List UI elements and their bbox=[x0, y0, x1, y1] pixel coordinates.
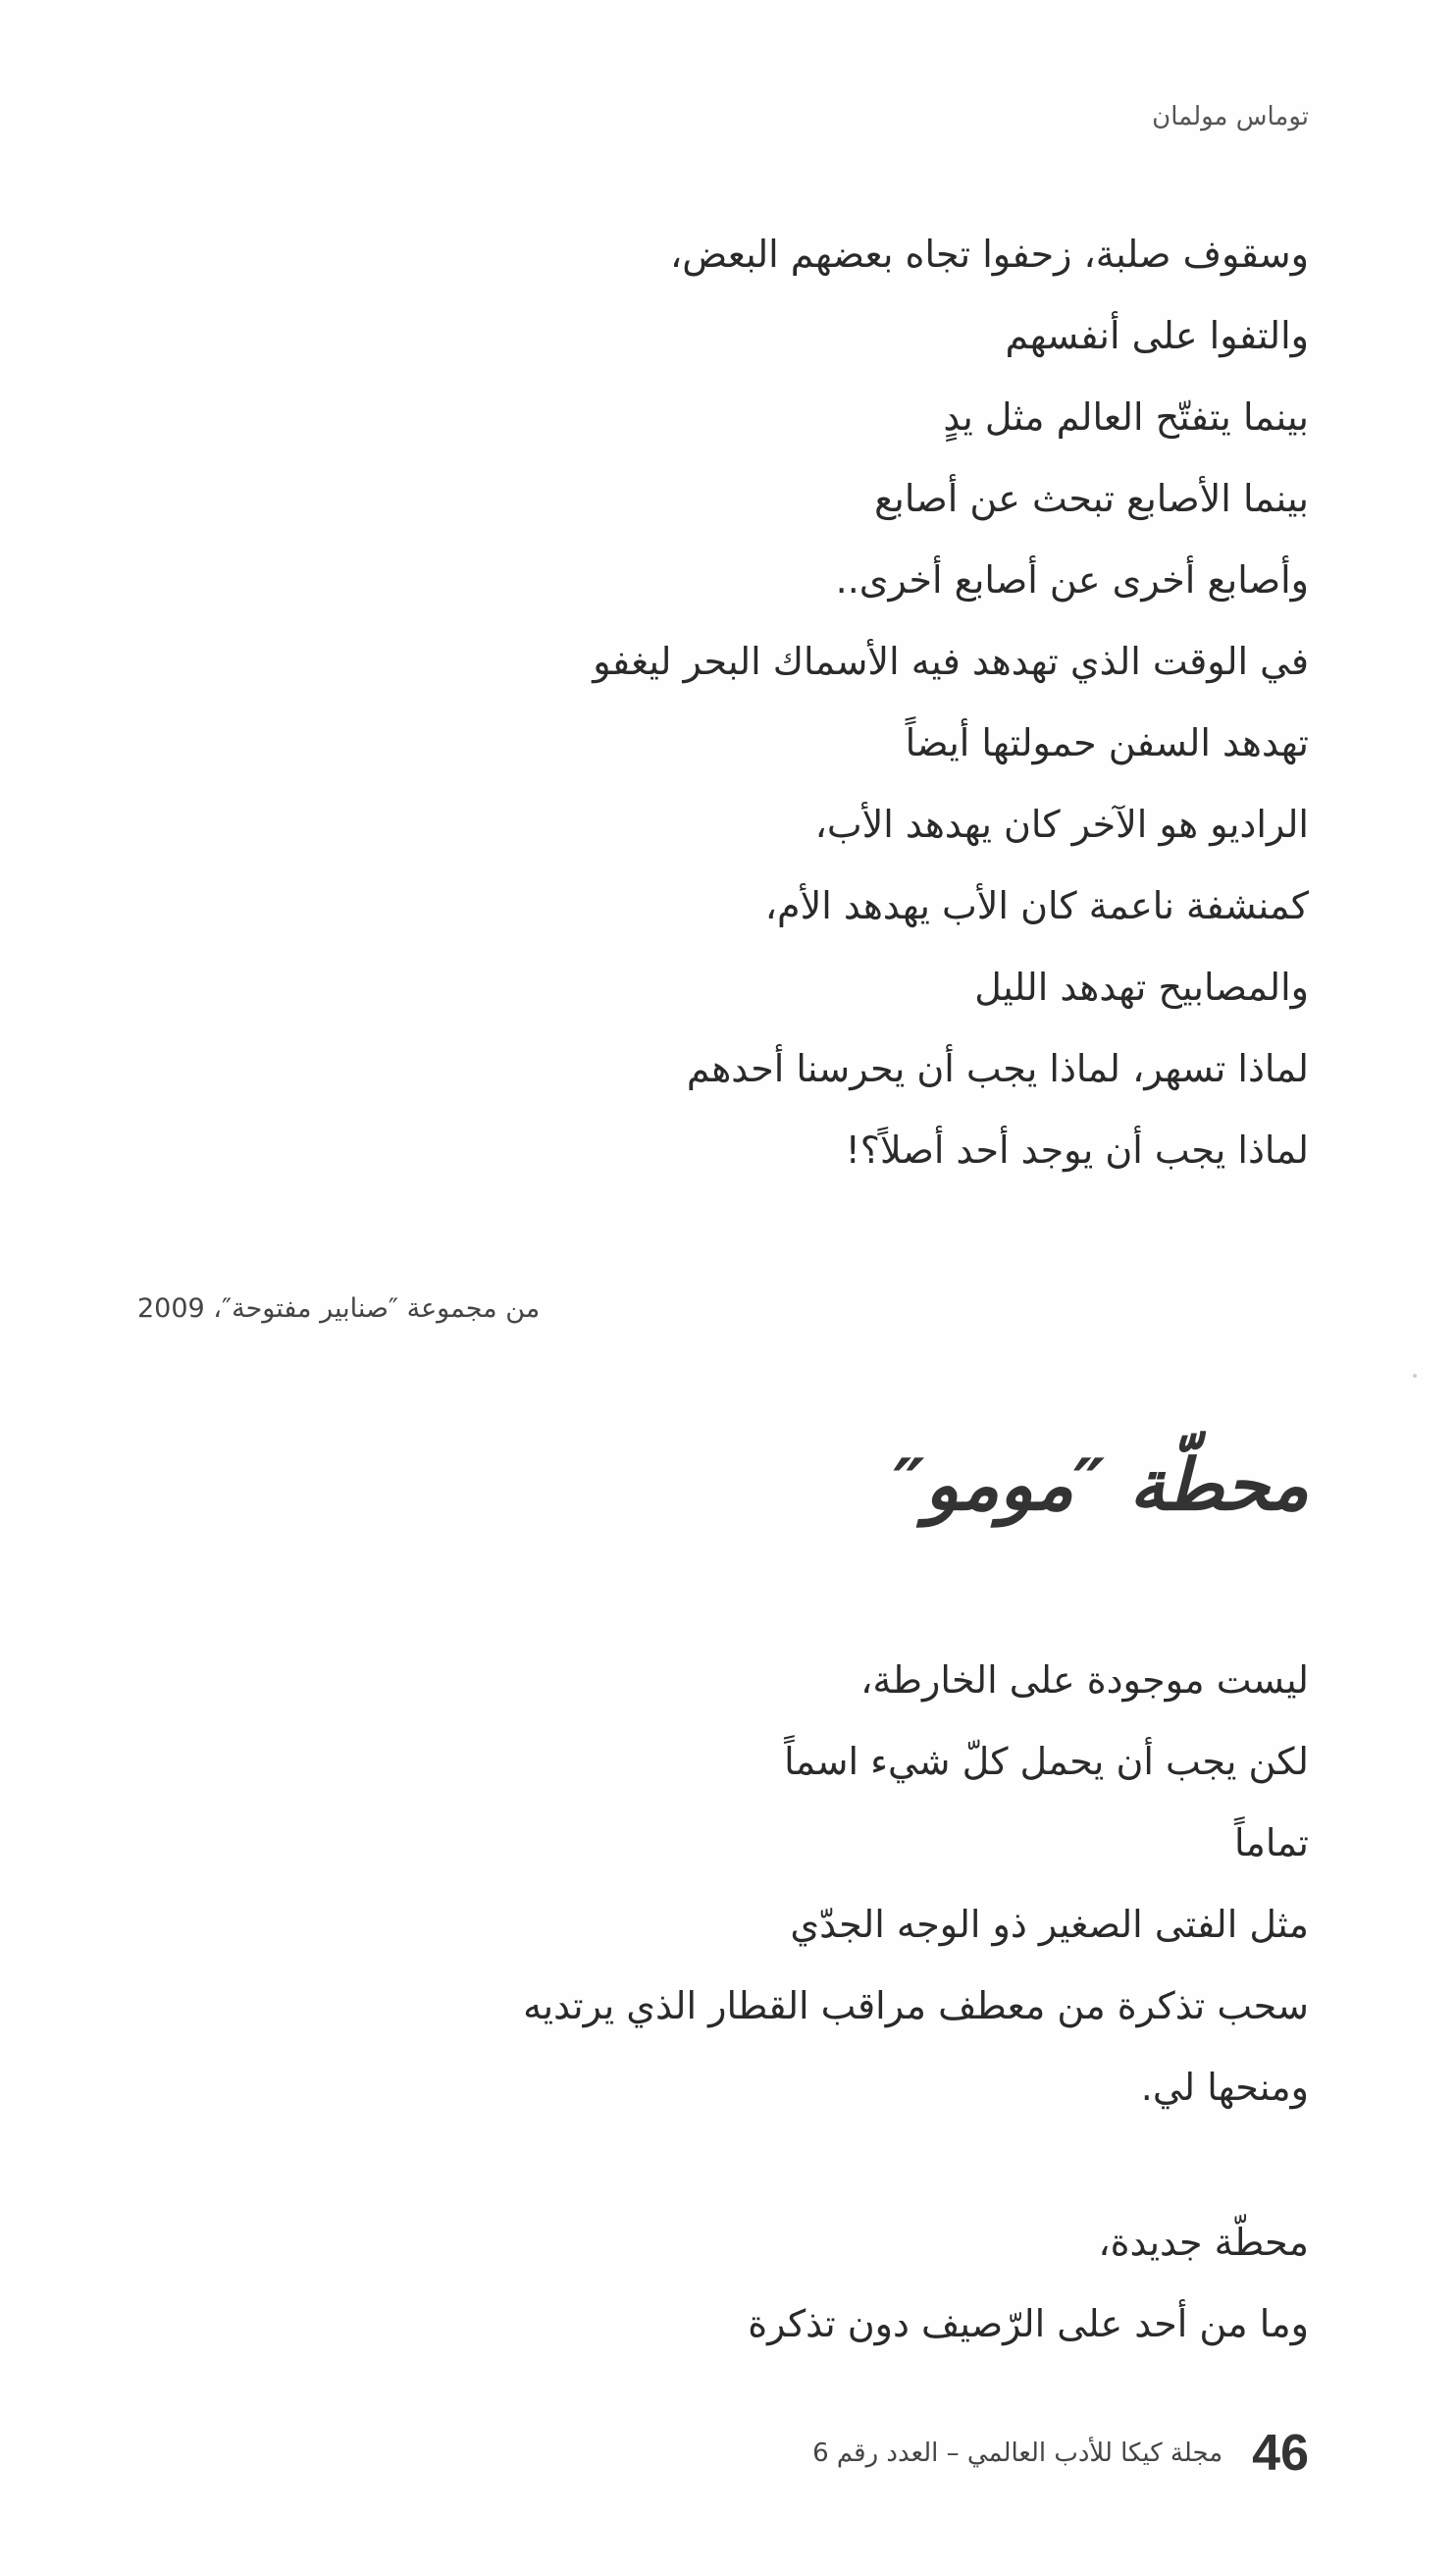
poem-line: مثل الفتى الصغير ذو الوجه الجدّي bbox=[790, 1903, 1309, 1946]
poem-line: محطّة جديدة، bbox=[1098, 2221, 1309, 2264]
poem-line: ليست موجودة على الخارطة، bbox=[860, 1658, 1309, 1702]
poem-line: لماذا تسهر، لماذا يجب أن يحرسنا أحدهم bbox=[686, 1047, 1309, 1090]
poem-line: الراديو هو الآخر كان يهدهد الأب، bbox=[814, 803, 1309, 846]
poem-line: ومنحها لي. bbox=[1140, 2066, 1309, 2109]
poem-line: والمصابيح تهدهد الليل bbox=[974, 966, 1309, 1009]
poem-2-stanza-1 bbox=[523, 1640, 1309, 2128]
poem-line: تهدهد السفن حمولتها أيضاً bbox=[905, 721, 1309, 764]
poem-1-stanza bbox=[593, 214, 1309, 1191]
poem-line: بينما يتفتّح العالم مثل يدٍ bbox=[943, 395, 1309, 439]
page-number: 46 bbox=[1252, 2425, 1309, 2482]
poem-line: وسقوف صلبة، زحفوا تجاه بعضهم البعض، bbox=[669, 233, 1309, 276]
poem-line: لماذا يجب أن يوجد أحد أصلاً؟! bbox=[845, 1128, 1309, 1172]
poem-line: تماماً bbox=[1233, 1821, 1309, 1864]
poem-line: في الوقت الذي تهدهد فيه الأسماك البحر ليغفو bbox=[593, 640, 1309, 683]
journal-name: مجلة كيكا للأدب العالمي – العدد رقم 6 bbox=[812, 2439, 1223, 2468]
poem-line: وما من أحد على الرّصيف دون تذكرة bbox=[748, 2302, 1309, 2345]
poem-2-title: محطّة ″مومو″ bbox=[893, 1443, 1309, 1526]
poem-line: بينما الأصابع تبحث عن أصابع bbox=[874, 477, 1309, 520]
scan-speck bbox=[1413, 1374, 1417, 1378]
poem-line: وأصابع أخرى عن أصابع أخرى.. bbox=[835, 558, 1309, 602]
poem-1-source-note: من مجموعة ″صنابير مفتوحة″، 2009 bbox=[137, 1293, 541, 1324]
poem-line: لكن يجب أن يحمل كلّ شيء اسماً bbox=[784, 1740, 1309, 1783]
poem-line: والتفوا على أنفسهم bbox=[1005, 314, 1309, 357]
poem-line: كمنشفة ناعمة كان الأب يهدهد الأم، bbox=[764, 884, 1309, 927]
running-header-author: توماس مولمان bbox=[1152, 102, 1309, 131]
page-footer bbox=[812, 2424, 1309, 2483]
poem-2-stanza-2 bbox=[748, 2202, 1309, 2365]
poem-line: سحب تذكرة من معطف مراقب القطار الذي يرتديه bbox=[523, 1984, 1309, 2027]
